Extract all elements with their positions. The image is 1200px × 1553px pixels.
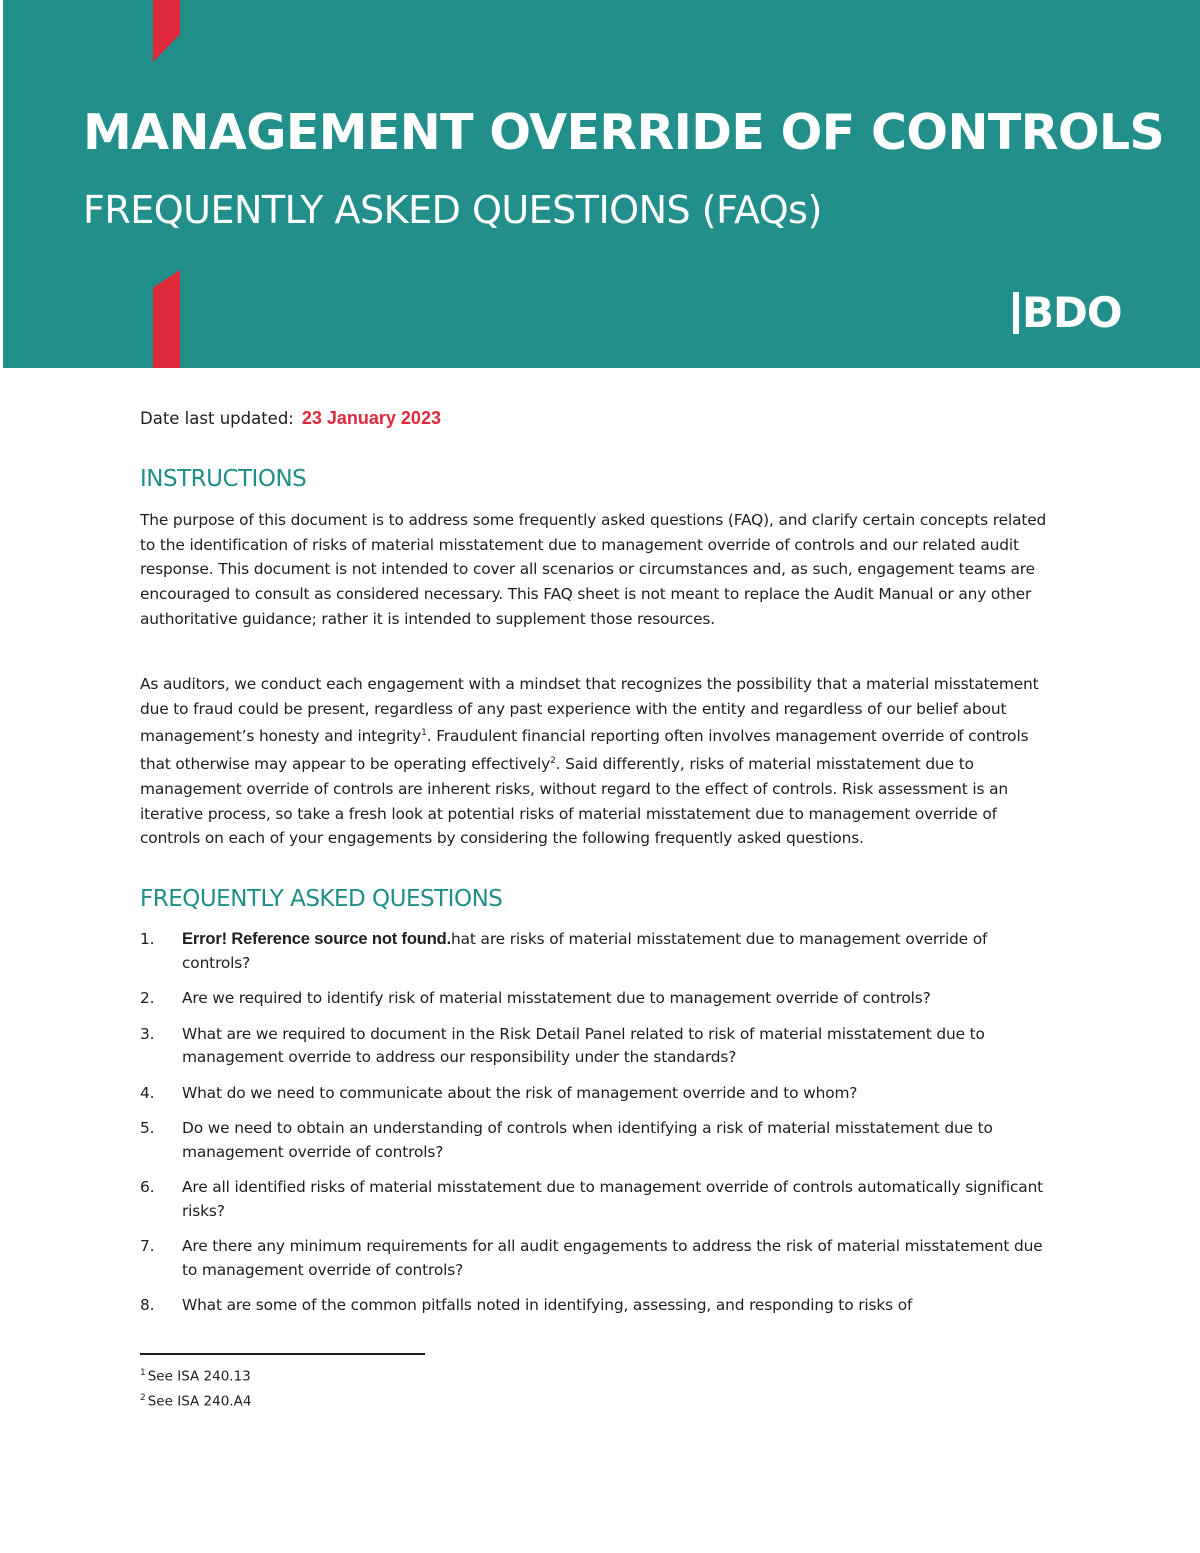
footnote-mark: 1 (140, 1368, 146, 1378)
faq-number: 4. (140, 1083, 155, 1102)
faq-question: Are there any minimum requirements for all audit engagements to address the risk of material misstatement due to management override of controls? (182, 1237, 1043, 1279)
faq-question: What do we need to communicate about the risk of management override and to whom? (182, 1083, 858, 1102)
footnote-ref-2[interactable]: 2 (550, 756, 556, 767)
footnote-text: See ISA 240.A4 (147, 1393, 252, 1410)
faq-number: 2. (140, 989, 155, 1007)
faq-item-4[interactable] (140, 1082, 1060, 1106)
faq-question: Are all identified risks of material misstatement due to management override of controls automatically significant risks? (182, 1178, 1044, 1220)
red-accent-bar-bottom (153, 270, 180, 368)
paragraph-2-part-b: . Fraudulent financial reporting often involves management override of controls that otherwise may appear to be operating effectively (140, 727, 1029, 774)
footnote-text: See ISA 240.13 (147, 1368, 251, 1385)
header-banner (3, 0, 1200, 368)
faq-item-5[interactable] (140, 1117, 1060, 1164)
footnote-1 (140, 1368, 251, 1385)
instructions-paragraph-2 (140, 672, 1055, 851)
faq-question: What are we required to document in the Risk Detail Panel related to risk of material misstatement due to management override to address our responsibility under the standards? (182, 1024, 985, 1066)
footnote-mark: 2 (140, 1393, 146, 1403)
faq-list (140, 928, 1060, 1318)
paragraph-2-part-a: As auditors, we conduct each engagement with a mindset that recognizes the possibility that a material misstatement due to fraud could be present, regardless of any past experience with the entity and regardless of our belief about management’s honesty and integrity (140, 675, 1039, 746)
faq-question (182, 928, 1060, 975)
footnote-2 (140, 1393, 251, 1410)
paragraph-2-part-c: . Said differently, risks of material misstatement due to management override of controls are inherent risks, without regard to the effect of controls. Risk assessment is an iterative process, so take a fresh look at potential risks of material misstatement due to management override of controls on each of your engagements by considering the following frequently asked questions. (140, 755, 1008, 848)
instructions-heading: INSTRUCTIONS (140, 466, 307, 492)
faq-number: 1. (140, 930, 155, 948)
faq-number: 8. (140, 1296, 155, 1314)
logo-text: BDO (1022, 288, 1122, 337)
date-value: 23 January 2023 (301, 408, 441, 428)
date-label: Date last updated: (140, 409, 294, 428)
bdo-logo (1013, 288, 1122, 338)
faq-heading: FREQUENTLY ASKED QUESTIONS (140, 886, 503, 912)
faq-number: 7. (140, 1237, 155, 1255)
faq-number: 3. (140, 1024, 155, 1043)
faq-item-1[interactable] (140, 928, 1060, 975)
faq-item-6[interactable] (140, 1176, 1060, 1223)
faq-item-3[interactable] (140, 1023, 1060, 1070)
footnote-ref-1[interactable]: 1 (421, 728, 427, 739)
faq-item-7[interactable] (140, 1235, 1060, 1282)
red-accent-bar-top (153, 0, 180, 62)
logo-bar (1013, 292, 1019, 334)
faq-number: 6. (140, 1178, 155, 1196)
faq-question: Are we required to identify risk of material misstatement due to management override of controls? (182, 989, 931, 1007)
date-last-updated (140, 408, 441, 429)
document-title: MANAGEMENT OVERRIDE OF CONTROLS (83, 104, 1165, 161)
faq-question: What are some of the common pitfalls noted in identifying, assessing, and responding to risks of (182, 1296, 913, 1314)
instructions-paragraph-1: The purpose of this document is to address some frequently asked questions (FAQ), and clarify certain concepts related to the identification of risks of material misstatement due to management override of controls and our related audit response. This document is not intended to cover all scenarios or circumstances and, as such, engagement teams are encouraged to consult as considered necessary. This FAQ sheet is not meant to replace the Audit Manual or any other authoritative guidance; rather it is intended to supplement those resources. (140, 511, 1047, 628)
faq-item-2[interactable] (140, 987, 1060, 1011)
faq-question-text: hat are risks of material misstatement due to management override of controls? (182, 930, 988, 972)
faq-item-8[interactable] (140, 1294, 1060, 1318)
document-subtitle: FREQUENTLY ASKED QUESTIONS (FAQs) (83, 188, 822, 232)
faq-question: Do we need to obtain an understanding of controls when identifying a risk of material misstatement due to management override of controls? (182, 1119, 993, 1161)
reference-error: Error! Reference source not found. (182, 930, 452, 948)
footnote-separator (140, 1353, 425, 1355)
faq-number: 5. (140, 1119, 155, 1137)
